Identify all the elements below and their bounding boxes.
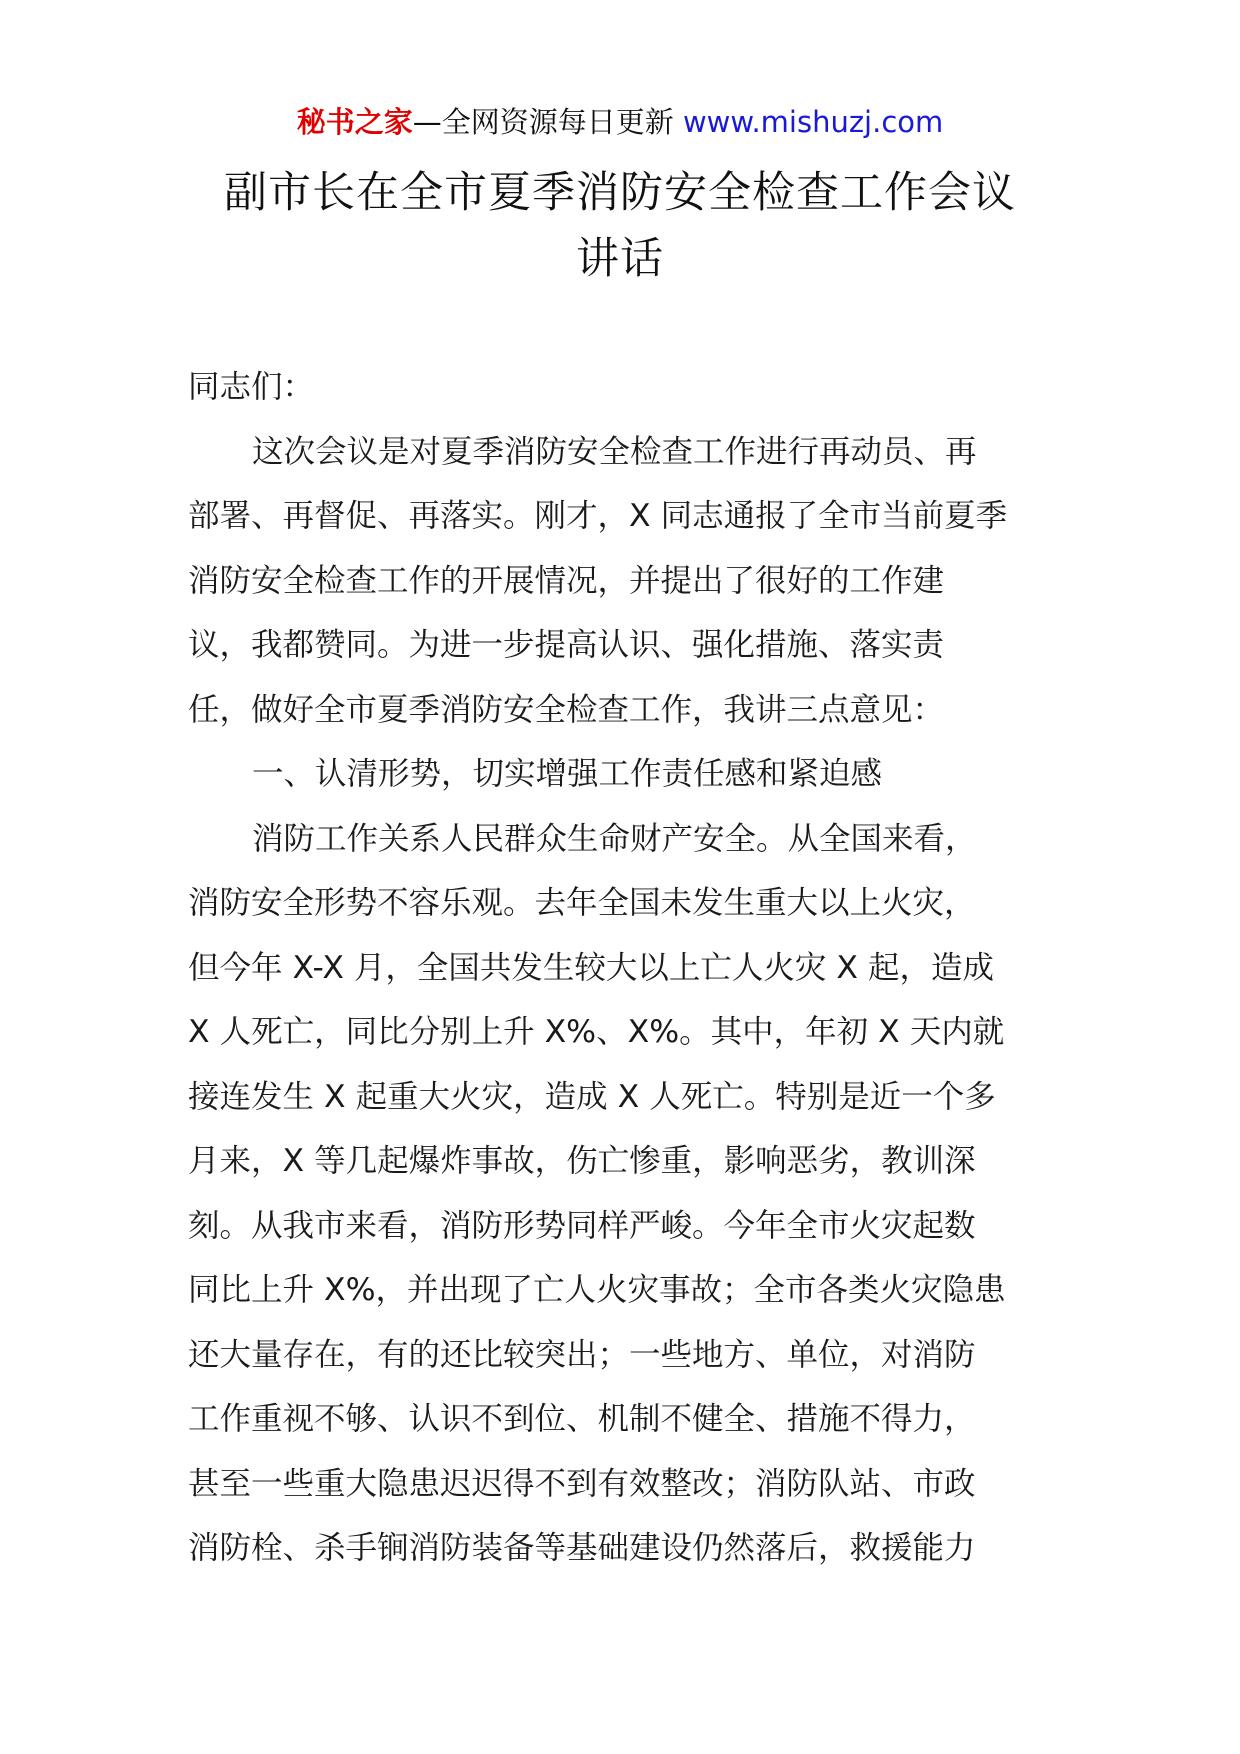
watermark-header [0,100,1240,144]
document-body [188,355,1056,1581]
paragraph-line: 工作重视不够、认识不到位、机制不健全、措施不得力， [188,1401,976,1437]
header-slogan: —全网资源每日更新 [412,105,683,139]
title-line-1: 副市长在全市夏季消防安全检查工作会议 [224,168,1016,218]
paragraph-line: 但今年 X-X 月，全国共发生较大以上亡人火灾 X 起，造成 [188,949,995,986]
brand-name: 秘书之家 [296,105,413,139]
paragraph-line: 消防安全检查工作的开展情况，并提出了很好的工作建 [188,562,945,599]
paragraph-line: 这次会议是对夏季消防安全检查工作进行再动员、再 [252,433,977,470]
paragraph-line: X 人死亡，同比分别上升 X%、X%。其中，年初 X 天内就 [188,1014,1005,1050]
salutation: 同志们： [188,369,315,405]
paragraph-line: 部署、再督促、再落实。刚才，X 同志通报了全市当前夏季 [188,498,1008,534]
paragraph-line: 消防工作关系人民群众生命财产安全。从全国来看， [252,820,977,857]
paragraph-line: 同比上升 X%，并出现了亡人火灾事故；全市各类火灾隐患 [188,1272,1006,1308]
paragraph-line: 消防栓、杀手锏消防装备等基础建设仍然落后，救援能力 [188,1530,976,1566]
title-line-2: 讲话 [576,234,664,284]
paragraph-line: 月来，X 等几起爆炸事故，伤亡惨重，影响恶劣，教训深 [188,1143,976,1179]
paragraph-line: 甚至一些重大隐患迟迟得不到有效整改；消防队站、市政 [188,1465,976,1502]
document-title [180,160,1060,292]
paragraph-line: 消防安全形势不容乐观。去年全国未发生重大以上火灾， [188,885,976,921]
paragraph-line: 任，做好全市夏季消防安全检查工作，我讲三点意见： [188,691,945,728]
paragraph-line: 议，我都赞同。为进一步提高认识、强化措施、落实责 [188,627,945,663]
paragraph-line: 还大量存在，有的还比较突出；一些地方、单位，对消防 [188,1336,976,1373]
site-url-link[interactable]: www.mishuzj.com [682,105,944,139]
section-heading: 一、认清形势，切实增强工作责任感和紧迫感 [252,756,883,792]
paragraph-line: 刻。从我市来看，消防形势同样严峻。今年全市火灾起数 [188,1207,976,1244]
paragraph-line: 接连发生 X 起重大火灾，造成 X 人死亡。特别是近一个多 [188,1078,996,1115]
